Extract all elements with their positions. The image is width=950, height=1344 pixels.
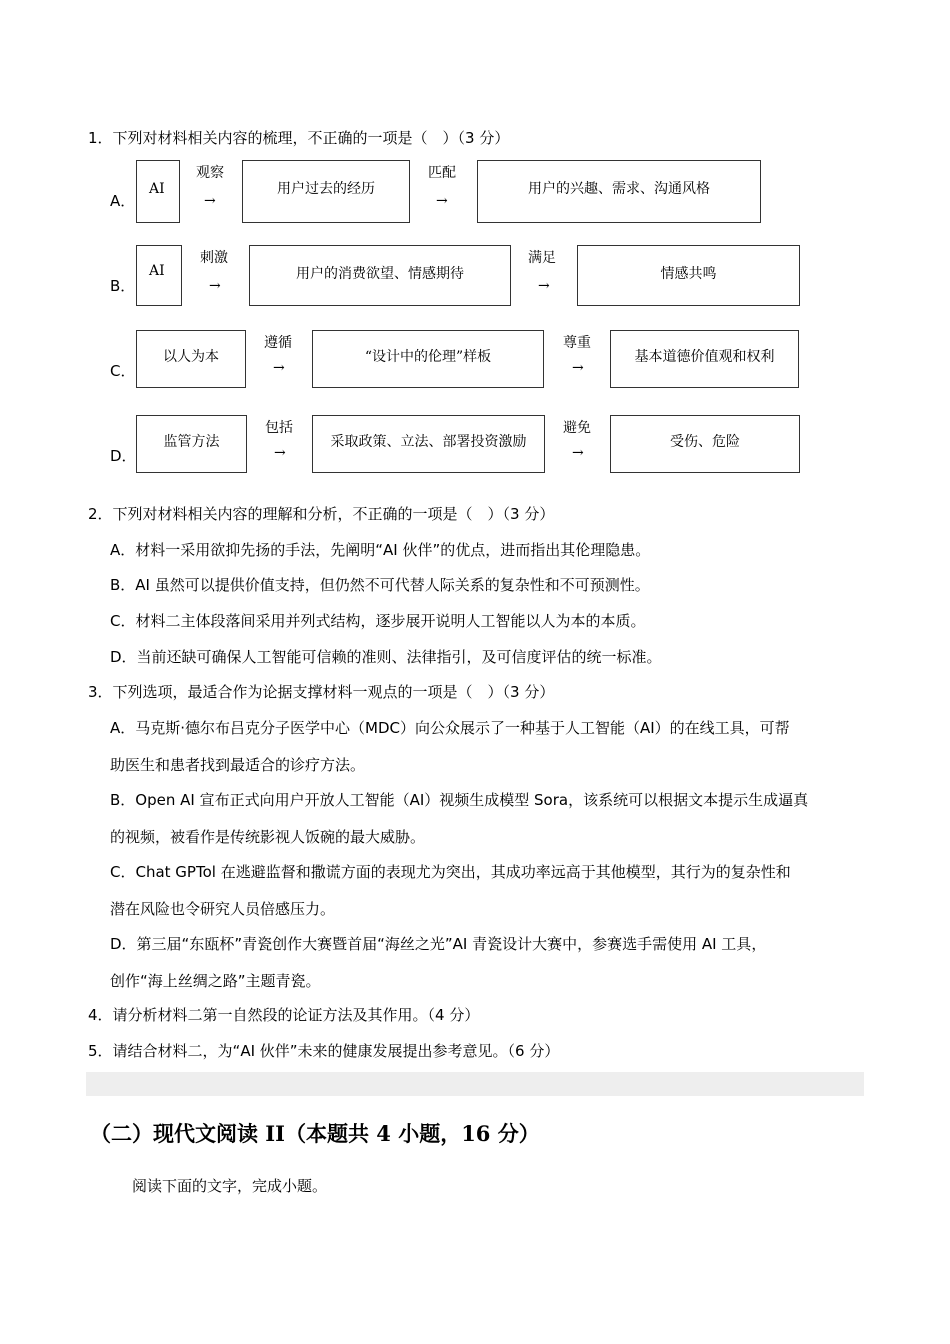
flow-box: 基本道德价值观和权利 bbox=[610, 330, 799, 388]
arrow-icon: → bbox=[209, 278, 221, 294]
flow-verb: 尊重 bbox=[563, 335, 591, 351]
option-label: B． bbox=[110, 277, 136, 295]
q2-stem: 2．下列对材料相关内容的理解和分析，不正确的一项是（ ）（3 分） bbox=[88, 505, 555, 523]
flow-box: 情感共鸣 bbox=[577, 245, 800, 306]
flow-box: 用户的消费欲望、情感期待 bbox=[249, 245, 511, 306]
flow-box: 受伤、危险 bbox=[610, 415, 800, 473]
arrow-icon: → bbox=[274, 445, 286, 461]
flow-box: 用户的兴趣、需求、沟通风格 bbox=[477, 160, 761, 223]
flow-box: AI bbox=[136, 245, 182, 306]
arrow-icon: → bbox=[436, 193, 448, 209]
q3-option-b-cont: 的视频，被看作是传统影视人饭碗的最大威胁。 bbox=[110, 828, 426, 846]
flow-verb: 刺激 bbox=[200, 250, 228, 266]
flow-box: “设计中的伦理”样板 bbox=[312, 330, 544, 388]
q5-stem: 5．请结合材料二，为“AI 伙伴”未来的健康发展提出参考意见。（6 分） bbox=[88, 1042, 560, 1060]
arrow-icon: → bbox=[572, 360, 584, 376]
flow-box: 监管方法 bbox=[136, 415, 247, 473]
flow-verb: 遵循 bbox=[264, 335, 292, 351]
q3-option-d: D．第三届“东瓯杯”青瓷创作大赛暨首届“海丝之光”AI 青瓷设计大赛中，参赛选手需使用 AI 工具， bbox=[110, 935, 767, 953]
arrow-icon: → bbox=[572, 445, 584, 461]
flow-box: 用户过去的经历 bbox=[242, 160, 410, 223]
flow-verb: 避免 bbox=[563, 420, 591, 436]
flow-box: 采取政策、立法、部署投资激励 bbox=[312, 415, 545, 473]
q2-option-c: C．材料二主体段落间采用并列式结构，逐步展开说明人工智能以人为本的本质。 bbox=[110, 612, 646, 630]
option-label: D． bbox=[110, 447, 137, 465]
q3-option-c: C．Chat GPTol 在逃避监督和撒谎方面的表现尤为突出，其成功率远高于其他模型，其行为的复杂性和 bbox=[110, 863, 791, 881]
option-label: C． bbox=[110, 362, 136, 380]
q3-option-b: B．Open AI 宣布正式向用户开放人工智能（AI）视频生成模型 Sora，该系统可以根据文本提示生成逼真 bbox=[110, 791, 809, 809]
flow-verb: 匹配 bbox=[428, 165, 456, 181]
q1-stem: 1．下列对材料相关内容的梳理，不正确的一项是（ ）（3 分） bbox=[88, 129, 510, 147]
q2-option-a: A．材料一采用欲抑先扬的手法，先阐明“AI 伙伴”的优点，进而指出其伦理隐患。 bbox=[110, 541, 651, 559]
arrow-icon: → bbox=[204, 193, 216, 209]
divider-bar bbox=[86, 1072, 864, 1096]
q3-option-c-cont: 潜在风险也令研究人员倍感压力。 bbox=[110, 900, 336, 918]
section-heading: （二）现代文阅读 II（本题共 4 小题，16 分） bbox=[90, 1121, 540, 1146]
q2-option-b: B．AI 虽然可以提供价值支持，但仍然不可代替人际关系的复杂性和不可预测性。 bbox=[110, 576, 650, 594]
flow-verb: 满足 bbox=[528, 250, 556, 266]
flow-verb: 观察 bbox=[196, 165, 224, 181]
option-label: A． bbox=[110, 192, 136, 210]
q4-stem: 4．请分析材料二第一自然段的论证方法及其作用。（4 分） bbox=[88, 1006, 480, 1024]
q3-option-a: A．马克斯·德尔布吕克分子医学中心（MDC）向公众展示了一种基于人工智能（AI）的在线工具，可帮 bbox=[110, 719, 790, 737]
q2-option-d: D．当前还缺可确保人工智能可信赖的准则、法律指引，及可信度评估的统一标准。 bbox=[110, 648, 662, 666]
arrow-icon: → bbox=[538, 278, 550, 294]
q3-option-d-cont: 创作“海上丝绸之路”主题青瓷。 bbox=[110, 972, 321, 990]
section-instruction: 阅读下面的文字，完成小题。 bbox=[132, 1177, 328, 1195]
flow-box: AI bbox=[136, 160, 180, 223]
flow-box: 以人为本 bbox=[136, 330, 246, 388]
arrow-icon: → bbox=[273, 360, 285, 376]
flow-verb: 包括 bbox=[265, 420, 293, 436]
q3-option-a-cont: 助医生和患者找到最适合的诊疗方法。 bbox=[110, 756, 366, 774]
q3-stem: 3．下列选项，最适合作为论据支撑材料一观点的一项是（ ）（3 分） bbox=[88, 683, 555, 701]
